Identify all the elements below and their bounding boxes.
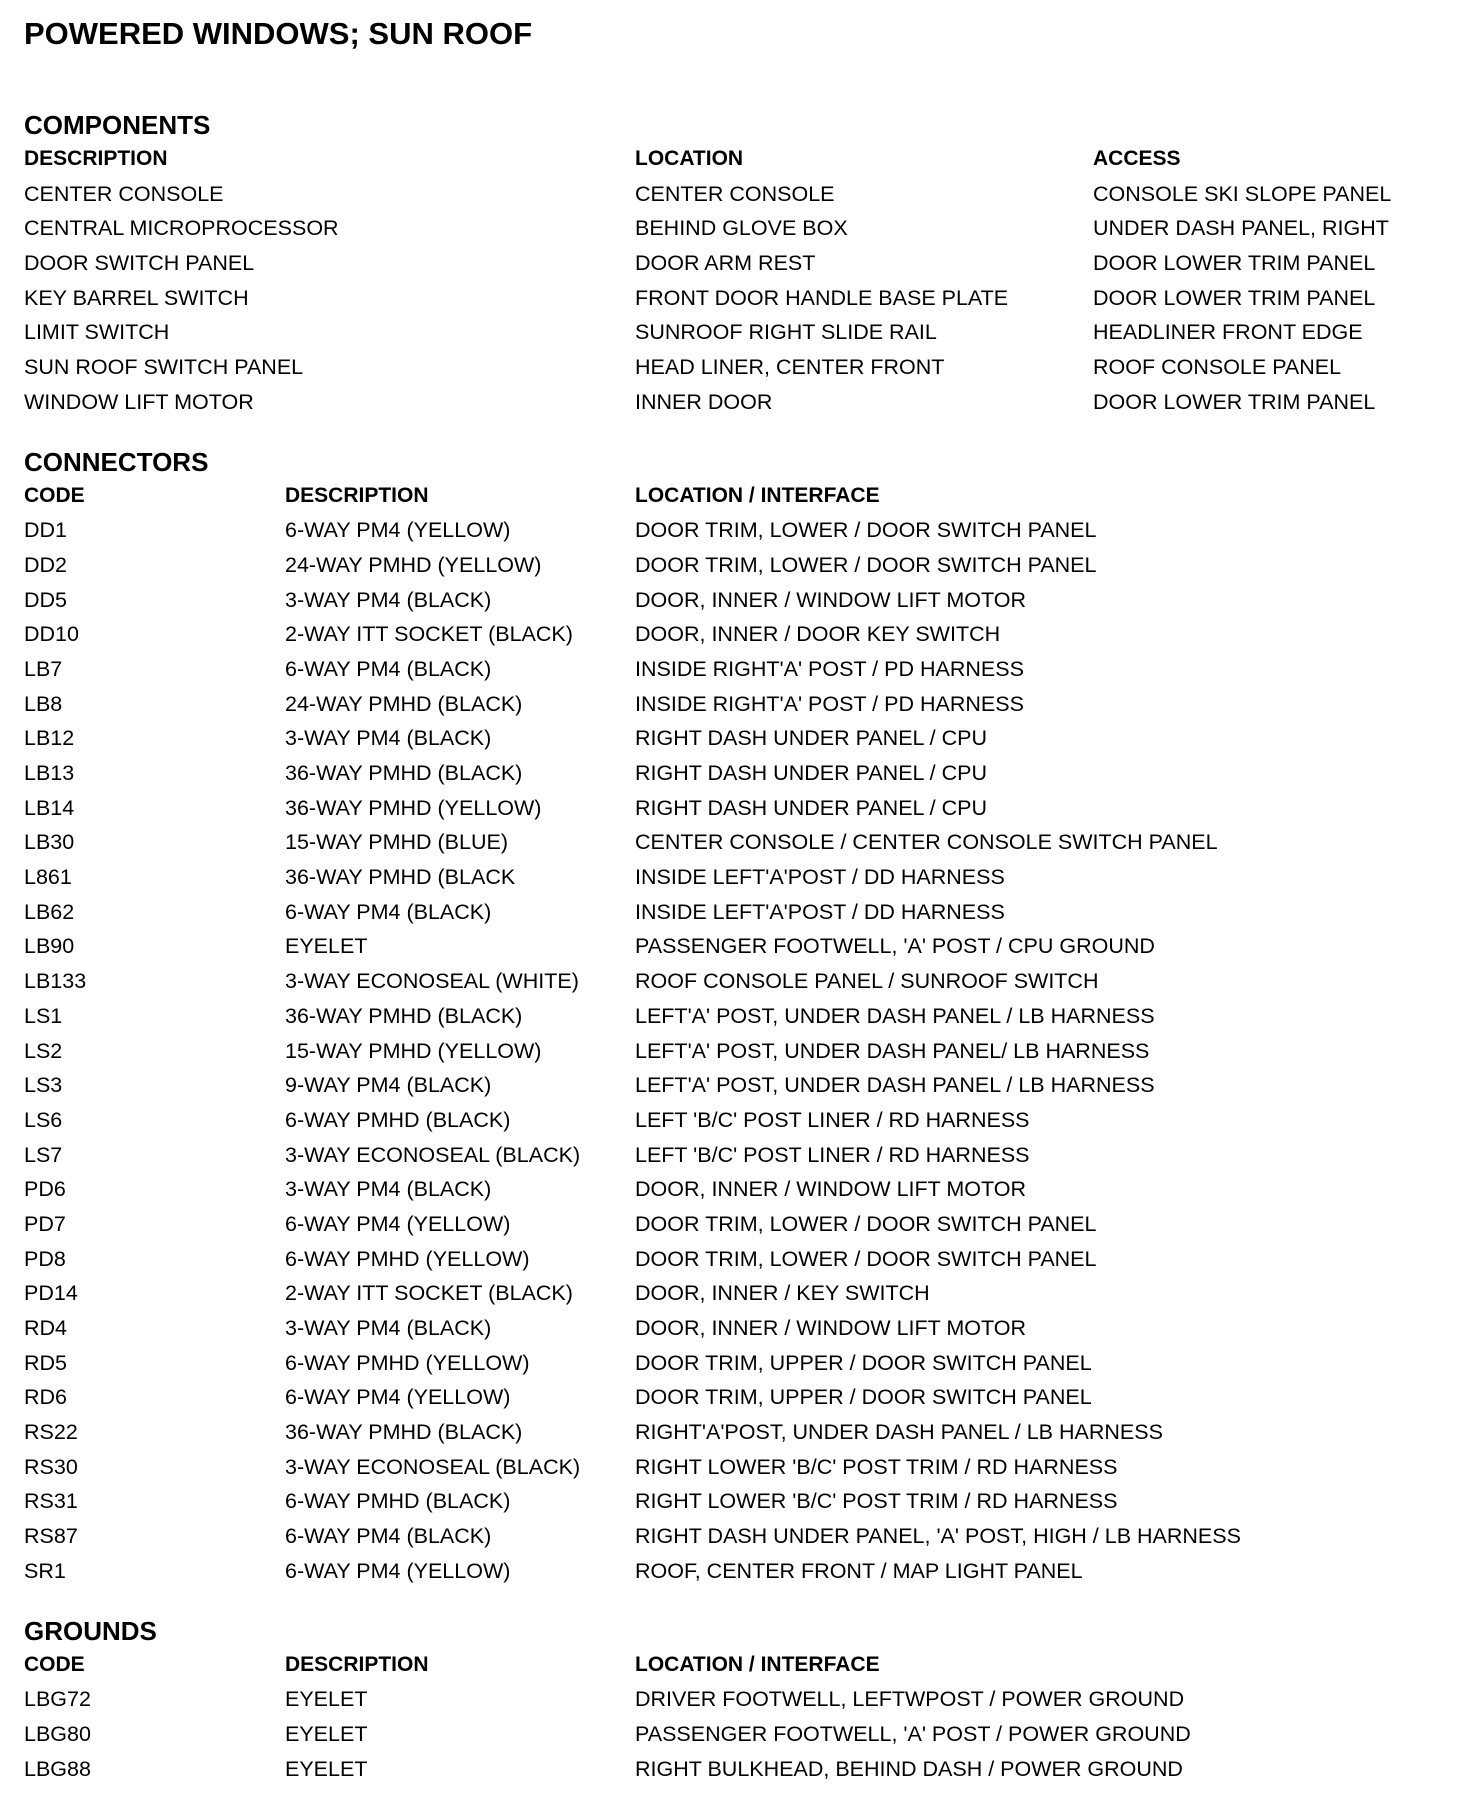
connectors-cell-description: 24-WAY PMHD (YELLOW) xyxy=(285,552,542,577)
connectors-cell-location: DOOR, INNER / DOOR KEY SWITCH xyxy=(635,622,1001,647)
connectors-cell-location: INSIDE LEFT'A'POST / DD HARNESS xyxy=(635,899,1005,924)
connectors-cell-location: RIGHT DASH UNDER PANEL / CPU xyxy=(635,726,988,751)
components-cell-location: INNER DOOR xyxy=(635,389,773,414)
connectors-row xyxy=(24,1034,1454,1069)
connectors-cell-description: 15-WAY PMHD (YELLOW) xyxy=(285,1038,542,1063)
connectors-cell-code: LS1 xyxy=(24,1003,63,1028)
components-row xyxy=(24,385,1454,420)
grounds-row xyxy=(24,1752,1454,1787)
connectors-cell-code: RD4 xyxy=(24,1316,68,1340)
connectors-cell-description: 6-WAY PM4 (YELLOW) xyxy=(285,1385,511,1410)
connectors-cell-description: 24-WAY PMHD (BLACK) xyxy=(285,691,523,716)
connectors-row xyxy=(24,1311,1454,1346)
connectors-cell-description: EYELET xyxy=(285,934,368,959)
grounds-cell-description: EYELET xyxy=(285,1756,368,1781)
connectors-row xyxy=(24,617,1454,652)
connectors-section xyxy=(24,445,1454,1589)
connectors-row xyxy=(24,1242,1454,1277)
connectors-cell-description: 36-WAY PMHD (BLACK xyxy=(285,865,516,890)
connectors-row xyxy=(24,756,1454,791)
connectors-cell-description: 3-WAY PM4 (BLACK) xyxy=(285,587,492,612)
connectors-cell-description: 36-WAY PMHD (BLACK) xyxy=(285,1420,523,1445)
connectors-cell-code: LB13 xyxy=(24,761,75,785)
connectors-cell-description: 15-WAY PMHD (BLUE) xyxy=(285,830,508,855)
page-title: POWERED WINDOWS; SUN ROOF xyxy=(24,16,533,51)
connectors-cell-description: 3-WAY ECONOSEAL (WHITE) xyxy=(285,969,579,994)
connectors-row xyxy=(24,1346,1454,1381)
connectors-cell-code: PD7 xyxy=(24,1211,66,1236)
connectors-cell-description: 36-WAY PMHD (YELLOW) xyxy=(285,795,542,820)
connectors-col-location: LOCATION / INTERFACE xyxy=(635,483,880,507)
connectors-cell-location: RIGHT LOWER 'B/C' POST TRIM / RD HARNESS xyxy=(635,1454,1118,1479)
connectors-header-row xyxy=(24,479,1454,514)
grounds-cell-location: PASSENGER FOOTWELL, 'A' POST / POWER GROUND xyxy=(635,1721,1191,1746)
components-row xyxy=(24,315,1454,350)
components-col-description: DESCRIPTION xyxy=(24,147,168,170)
connectors-row xyxy=(24,1415,1454,1450)
connectors-row xyxy=(24,895,1454,930)
grounds-cell-location: DRIVER FOOTWELL, LEFTWPOST / POWER GROUND xyxy=(635,1687,1185,1712)
components-cell-location: BEHIND GLOVE BOX xyxy=(635,216,848,241)
connectors-cell-location: DOOR TRIM, LOWER / DOOR SWITCH PANEL xyxy=(635,518,1097,543)
connectors-cell-description: 3-WAY PM4 (BLACK) xyxy=(285,726,492,751)
grounds-section xyxy=(24,1614,1454,1787)
connectors-cell-code: RS87 xyxy=(24,1524,78,1549)
components-cell-access: DOOR LOWER TRIM PANEL xyxy=(1093,389,1376,414)
grounds-cell-code: LBG88 xyxy=(24,1756,91,1781)
connectors-row xyxy=(24,513,1454,548)
connectors-row xyxy=(24,929,1454,964)
connectors-row xyxy=(24,999,1454,1034)
components-header-row xyxy=(24,142,1454,177)
connectors-cell-description: 36-WAY PMHD (BLACK) xyxy=(285,1003,523,1028)
connectors-cell-location: DOOR TRIM, LOWER / DOOR SWITCH PANEL xyxy=(635,1211,1097,1236)
document-page xyxy=(24,14,1454,1786)
components-row xyxy=(24,350,1454,385)
connectors-cell-location: DOOR, INNER / WINDOW LIFT MOTOR xyxy=(635,1316,1026,1340)
connectors-cell-description: 6-WAY PMHD (YELLOW) xyxy=(285,1246,530,1271)
connectors-cell-description: 3-WAY PM4 (BLACK) xyxy=(285,1316,492,1340)
connectors-cell-code: DD10 xyxy=(24,622,79,647)
components-col-access: ACCESS xyxy=(1093,147,1181,170)
connectors-row xyxy=(24,1138,1454,1173)
connectors-cell-location: DOOR, INNER / WINDOW LIFT MOTOR xyxy=(635,587,1026,612)
connectors-row xyxy=(24,721,1454,756)
components-cell-location: FRONT DOOR HANDLE BASE PLATE xyxy=(635,285,1009,310)
connectors-cell-code: LB30 xyxy=(24,830,75,855)
connectors-cell-description: 6-WAY PM4 (YELLOW) xyxy=(285,1558,511,1583)
connectors-row xyxy=(24,791,1454,826)
connectors-cell-code: DD2 xyxy=(24,552,68,577)
connectors-cell-description: 3-WAY ECONOSEAL (BLACK) xyxy=(285,1142,581,1167)
grounds-cell-location: RIGHT BULKHEAD, BEHIND DASH / POWER GROUND xyxy=(635,1756,1183,1781)
connectors-cell-location: PASSENGER FOOTWELL, 'A' POST / CPU GROUND xyxy=(635,934,1155,959)
grounds-cell-description: EYELET xyxy=(285,1687,368,1712)
connectors-cell-location: LEFT 'B/C' POST LINER / RD HARNESS xyxy=(635,1107,1030,1132)
connectors-cell-code: RS31 xyxy=(24,1489,78,1514)
grounds-row xyxy=(24,1717,1454,1752)
components-row xyxy=(24,177,1454,212)
connectors-row xyxy=(24,652,1454,687)
components-cell-location: SUNROOF RIGHT SLIDE RAIL xyxy=(635,320,937,345)
connectors-cell-location: LEFT'A' POST, UNDER DASH PANEL / LB HARNESS xyxy=(635,1003,1155,1028)
components-row xyxy=(24,211,1454,246)
connectors-cell-code: RD6 xyxy=(24,1385,68,1410)
connectors-cell-code: LB7 xyxy=(24,656,63,681)
components-cell-location: HEAD LINER, CENTER FRONT xyxy=(635,355,945,380)
connectors-cell-description: 6-WAY PMHD (BLACK) xyxy=(285,1489,511,1514)
connectors-cell-location: CENTER CONSOLE / CENTER CONSOLE SWITCH PANEL xyxy=(635,830,1218,855)
components-row xyxy=(24,281,1454,316)
components-row xyxy=(24,246,1454,281)
connectors-cell-description: 6-WAY PM4 (BLACK) xyxy=(285,1524,492,1549)
connectors-col-description: DESCRIPTION xyxy=(285,483,429,507)
connectors-row xyxy=(24,1450,1454,1485)
connectors-cell-description: 6-WAY PMHD (BLACK) xyxy=(285,1107,511,1132)
connectors-cell-code: RD5 xyxy=(24,1350,68,1375)
connectors-cell-code: LB90 xyxy=(24,934,75,959)
connectors-cell-code: LS6 xyxy=(24,1107,63,1132)
connectors-row xyxy=(24,825,1454,860)
connectors-cell-description: 2-WAY ITT SOCKET (BLACK) xyxy=(285,1281,573,1306)
connectors-cell-code: LB12 xyxy=(24,726,75,751)
connectors-col-code: CODE xyxy=(24,483,85,507)
connectors-cell-code: LB133 xyxy=(24,969,87,994)
connectors-cell-location: DOOR, INNER / KEY SWITCH xyxy=(635,1281,930,1306)
connectors-cell-code: PD8 xyxy=(24,1246,66,1271)
connectors-cell-location: RIGHT LOWER 'B/C' POST TRIM / RD HARNESS xyxy=(635,1489,1118,1514)
connectors-cell-location: INSIDE RIGHT'A' POST / PD HARNESS xyxy=(635,656,1024,681)
components-section xyxy=(24,108,1454,420)
connectors-row xyxy=(24,1554,1454,1589)
components-col-location: LOCATION xyxy=(635,147,744,170)
components-cell-description: DOOR SWITCH PANEL xyxy=(24,251,255,276)
connectors-row xyxy=(24,1484,1454,1519)
connectors-cell-location: LEFT'A' POST, UNDER DASH PANEL / LB HARNESS xyxy=(635,1073,1155,1098)
connectors-cell-description: 6-WAY PM4 (BLACK) xyxy=(285,656,492,681)
connectors-cell-description: 6-WAY PM4 (YELLOW) xyxy=(285,518,511,543)
connectors-row xyxy=(24,1519,1454,1554)
components-cell-description: SUN ROOF SWITCH PANEL xyxy=(24,355,304,380)
connectors-row xyxy=(24,1207,1454,1242)
components-heading: COMPONENTS xyxy=(24,110,211,140)
connectors-cell-code: LS3 xyxy=(24,1073,63,1098)
grounds-heading: GROUNDS xyxy=(24,1615,157,1646)
connectors-row xyxy=(24,583,1454,618)
connectors-cell-description: 36-WAY PMHD (BLACK) xyxy=(285,761,523,785)
connectors-cell-location: ROOF CONSOLE PANEL / SUNROOF SWITCH xyxy=(635,969,1099,994)
connectors-cell-code: LS2 xyxy=(24,1038,63,1063)
connectors-cell-location: RIGHT DASH UNDER PANEL / CPU xyxy=(635,761,988,785)
connectors-cell-code: L861 xyxy=(24,865,72,890)
components-cell-description: WINDOW LIFT MOTOR xyxy=(24,389,254,414)
connectors-heading: CONNECTORS xyxy=(24,446,209,477)
components-cell-access: DOOR LOWER TRIM PANEL xyxy=(1093,285,1376,310)
components-cell-access: CONSOLE SKI SLOPE PANEL xyxy=(1093,181,1392,206)
components-cell-description: KEY BARREL SWITCH xyxy=(24,285,249,310)
connectors-cell-location: RIGHT DASH UNDER PANEL, 'A' POST, HIGH / LB HARNESS xyxy=(635,1524,1241,1549)
connectors-cell-description: 2-WAY ITT SOCKET (BLACK) xyxy=(285,622,573,647)
connectors-cell-location: DOOR TRIM, UPPER / DOOR SWITCH PANEL xyxy=(635,1350,1092,1375)
grounds-col-description: DESCRIPTION xyxy=(285,1652,429,1676)
connectors-row xyxy=(24,1276,1454,1311)
components-cell-location: CENTER CONSOLE xyxy=(635,181,835,206)
components-cell-access: HEADLINER FRONT EDGE xyxy=(1093,320,1363,345)
connectors-cell-code: LS7 xyxy=(24,1142,63,1167)
connectors-cell-code: PD6 xyxy=(24,1177,66,1202)
connectors-cell-code: LB62 xyxy=(24,899,75,924)
connectors-row xyxy=(24,687,1454,722)
connectors-cell-code: RS30 xyxy=(24,1454,78,1479)
connectors-cell-location: DOOR, INNER / WINDOW LIFT MOTOR xyxy=(635,1177,1026,1202)
grounds-col-location: LOCATION / INTERFACE xyxy=(635,1652,880,1676)
grounds-cell-code: LBG80 xyxy=(24,1721,91,1746)
connectors-cell-location: DOOR TRIM, UPPER / DOOR SWITCH PANEL xyxy=(635,1385,1092,1410)
connectors-table-body xyxy=(24,513,1454,1588)
connectors-cell-location: DOOR TRIM, LOWER / DOOR SWITCH PANEL xyxy=(635,1246,1097,1271)
connectors-cell-location: INSIDE LEFT'A'POST / DD HARNESS xyxy=(635,865,1005,890)
connectors-cell-location: RIGHT DASH UNDER PANEL / CPU xyxy=(635,795,988,820)
components-cell-description: LIMIT SWITCH xyxy=(24,320,170,345)
connectors-cell-description: 6-WAY PMHD (YELLOW) xyxy=(285,1350,530,1375)
connectors-cell-code: LB8 xyxy=(24,691,63,716)
connectors-cell-code: RS22 xyxy=(24,1420,78,1445)
grounds-header-row xyxy=(24,1648,1454,1683)
components-cell-access: UNDER DASH PANEL, RIGHT xyxy=(1093,216,1389,241)
connectors-row xyxy=(24,548,1454,583)
connectors-cell-description: 6-WAY PM4 (YELLOW) xyxy=(285,1211,511,1236)
components-table-body xyxy=(24,177,1454,420)
grounds-cell-code: LBG72 xyxy=(24,1687,91,1712)
components-cell-location: DOOR ARM REST xyxy=(635,251,816,276)
connectors-cell-description: 6-WAY PM4 (BLACK) xyxy=(285,899,492,924)
grounds-row xyxy=(24,1682,1454,1717)
connectors-cell-code: DD1 xyxy=(24,518,68,543)
components-cell-description: CENTRAL MICROPROCESSOR xyxy=(24,216,339,241)
connectors-cell-code: PD14 xyxy=(24,1281,78,1306)
grounds-table-body xyxy=(24,1682,1454,1786)
connectors-row xyxy=(24,1380,1454,1415)
connectors-cell-description: 3-WAY ECONOSEAL (BLACK) xyxy=(285,1454,581,1479)
connectors-cell-code: DD5 xyxy=(24,587,68,612)
connectors-cell-location: LEFT'A' POST, UNDER DASH PANEL/ LB HARNESS xyxy=(635,1038,1150,1063)
connectors-cell-location: RIGHT'A'POST, UNDER DASH PANEL / LB HARNESS xyxy=(635,1420,1163,1445)
components-cell-access: DOOR LOWER TRIM PANEL xyxy=(1093,251,1376,276)
grounds-col-code: CODE xyxy=(24,1652,85,1676)
connectors-cell-description: 3-WAY PM4 (BLACK) xyxy=(285,1177,492,1202)
connectors-cell-code: LB14 xyxy=(24,795,75,820)
connectors-row xyxy=(24,964,1454,999)
connectors-cell-location: DOOR TRIM, LOWER / DOOR SWITCH PANEL xyxy=(635,552,1097,577)
connectors-cell-location: INSIDE RIGHT'A' POST / PD HARNESS xyxy=(635,691,1024,716)
connectors-cell-code: SR1 xyxy=(24,1558,66,1583)
connectors-cell-description: 9-WAY PM4 (BLACK) xyxy=(285,1073,492,1098)
grounds-cell-description: EYELET xyxy=(285,1721,368,1746)
connectors-row xyxy=(24,1103,1454,1138)
connectors-row xyxy=(24,860,1454,895)
components-cell-description: CENTER CONSOLE xyxy=(24,181,224,206)
connectors-cell-location: ROOF, CENTER FRONT / MAP LIGHT PANEL xyxy=(635,1558,1083,1583)
connectors-row xyxy=(24,1172,1454,1207)
connectors-cell-location: LEFT 'B/C' POST LINER / RD HARNESS xyxy=(635,1142,1030,1167)
connectors-row xyxy=(24,1068,1454,1103)
components-cell-access: ROOF CONSOLE PANEL xyxy=(1093,355,1342,380)
